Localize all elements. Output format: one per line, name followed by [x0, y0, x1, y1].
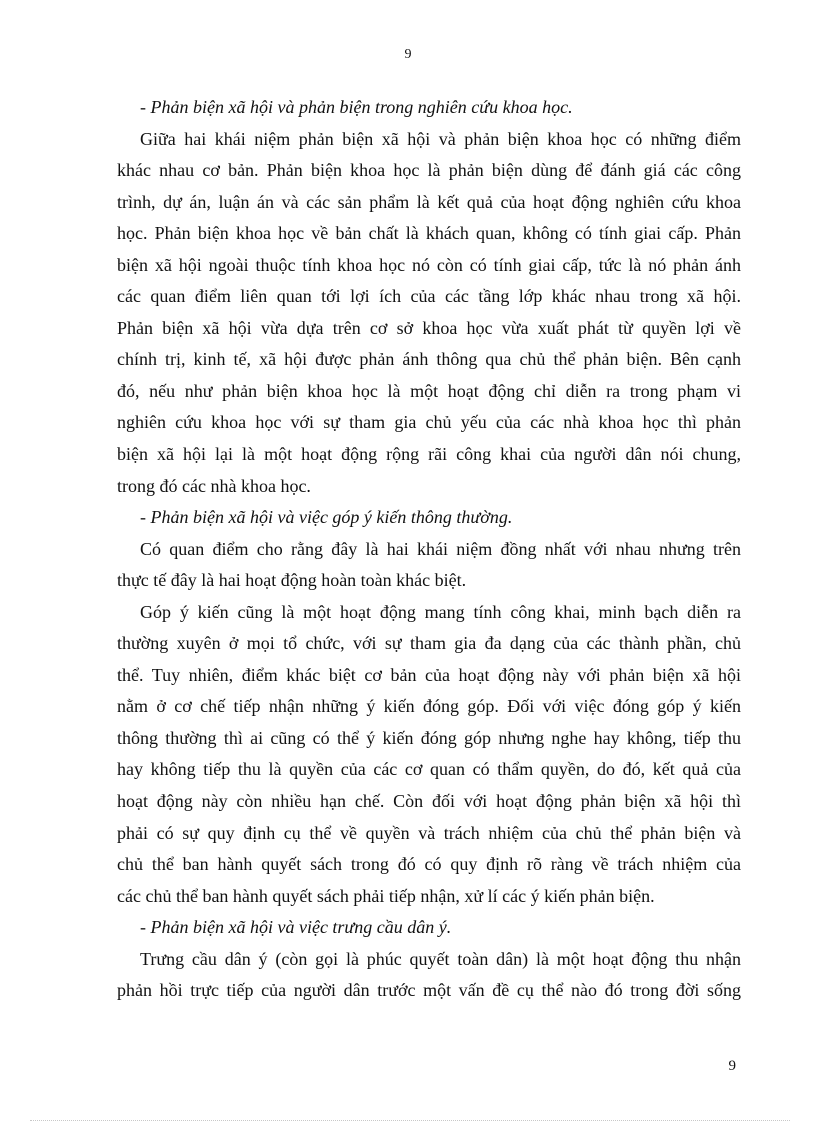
paragraph-line: Góp ý kiến cũng là một hoạt động mang tính công khai, minh bạch diễn ra	[140, 601, 741, 622]
paragraph-line: biện xã hội lại là một hoạt động rộng rãi công khai của người dân nói chung,	[117, 444, 741, 465]
paragraph-line: biện xã hội ngoài thuộc tính khoa học nó còn có tính giai cấp, tức là nó phản ánh	[117, 254, 741, 275]
paragraph-line: các chủ thể ban hành quyết sách phải tiếp nhận, xử lí các ý kiến phản biện.	[117, 885, 655, 906]
paragraph-line: phản hồi trực tiếp của người dân trước một vấn đề cụ thể nào đó trong đời sống	[117, 980, 741, 1001]
paragraph-line: phải có sự quy định cụ thể về quyền và trách nhiệm của chủ thể phản biện và	[117, 822, 741, 843]
paragraph-line: khác nhau cơ bản. Phản biện khoa học là phản biện dùng để đánh giá các công	[117, 160, 741, 181]
paragraph-line: học. Phản biện khoa học về bản chất là khách quan, không có tính giai cấp. Phản	[117, 223, 741, 244]
paragraph-line: Trưng cầu dân ý (còn gọi là phúc quyết toàn dân) là một hoạt động thu nhận	[140, 948, 741, 969]
section-heading-line: - Phản biện xã hội và việc góp ý kiến thông thường.	[140, 507, 513, 528]
paragraph-line: hay không tiếp thu là quyền của các cơ quan có thẩm quyền, do đó, kết quả của	[117, 759, 741, 780]
page-number-top: 9	[404, 47, 412, 62]
paragraph-line: chính trị, kinh tế, xã hội được phản ánh thông qua chủ thể phản biện. Bên cạnh	[117, 349, 741, 370]
section-heading-line: - Phản biện xã hội và việc trưng cầu dân ý.	[140, 917, 452, 938]
paragraph-line: thông thường thì ai cũng có thể ý kiến đóng góp nhưng nghe hay không, tiếp thu	[117, 727, 741, 748]
paragraph-line: thực tế đây là hai hoạt động hoàn toàn khác biệt.	[117, 570, 467, 591]
paragraph-line: trong đó các nhà khoa học.	[117, 475, 311, 496]
paragraph-line: Có quan điểm cho rằng đây là hai khái niệm đồng nhất với nhau nhưng trên	[140, 538, 741, 559]
page-bottom-dotted-rule	[30, 1120, 790, 1121]
document-body	[117, 92, 741, 1007]
section-heading-line: - Phản biện xã hội và phản biện trong nghiên cứu khoa học.	[140, 97, 573, 117]
paragraph-line: thể. Tuy nhiên, điểm khác biệt cơ bản của hoạt động này với phản biện xã hội	[117, 664, 741, 685]
paragraph-line: chủ thể ban hành quyết sách trong đó có quy định rõ ràng về trách nhiệm của	[117, 854, 741, 875]
paragraph-line: các quan điểm liên quan tới lợi ích của các tầng lớp khác nhau trong xã hội.	[117, 286, 741, 307]
paragraph-line: thường xuyên ở mọi tổ chức, với sự tham gia đa dạng của các thành phần, chủ	[117, 633, 741, 654]
paragraph-line: nằm ở cơ chế tiếp nhận những ý kiến đóng góp. Đối với việc đóng góp ý kiến	[117, 696, 741, 717]
paragraph-line: đó, nếu như phản biện khoa học là một hoạt động chỉ diễn ra trong phạm vi	[117, 380, 741, 401]
paragraph-line: Phản biện xã hội vừa dựa trên cơ sở khoa học vừa xuất phát từ quyền lợi về	[117, 317, 741, 338]
paragraph-line: trình, dự án, luận án và các sản phẩm là kết quả của hoạt động nghiên cứu khoa	[117, 191, 741, 212]
paragraph-line: Giữa hai khái niệm phản biện xã hội và phản biện khoa học có những điểm	[140, 128, 741, 149]
paragraph-line: hoạt động này còn nhiều hạn chế. Còn đối với hoạt động phản biện xã hội thì	[117, 791, 741, 812]
page-number-bottom: 9	[728, 1058, 736, 1074]
paragraph-line: nghiên cứu khoa học với sự tham gia chủ yếu của các nhà khoa học thì phản	[117, 412, 741, 433]
